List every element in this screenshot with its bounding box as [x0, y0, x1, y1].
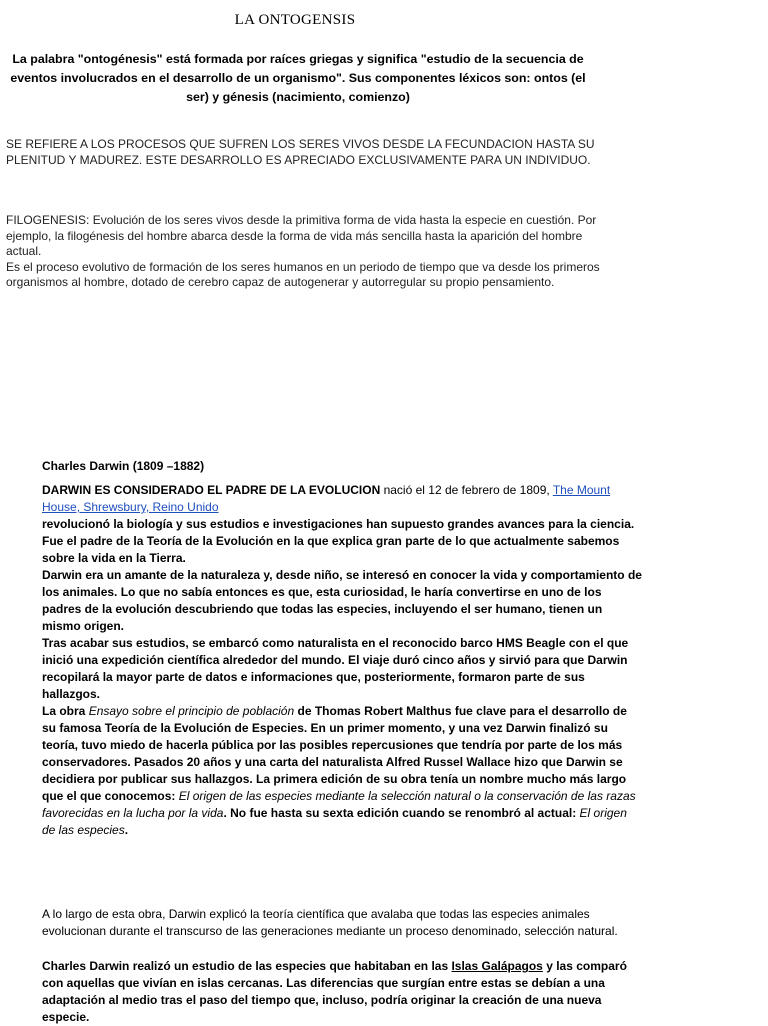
intro-paragraph: La palabra "ontogénesis" está formada por raíces griegas y significa "estudio de la secuencia de eventos involucrados en el desarrollo de un organismo". Sus componentes léxicos son: ontos (el ser) y génesis (nacimiento, comienzo) — [10, 52, 586, 104]
natural-selection-paragraph: A lo largo de esta obra, Darwin explicó la teoría científica que avalaba que todas las especies animales evolucionan durante el transcurso de las generaciones mediante un proceso denominado, selección natural. — [42, 907, 618, 938]
sixth-edition-text: . No fue hasta su sexta edición cuando se renombró al actual: — [223, 806, 580, 820]
document-title: LA ONTOGENSIS — [234, 12, 356, 28]
malthus-lead-text: La obra — [42, 704, 89, 718]
filogenesis-process: Es el proceso evolutivo de formación de los seres humanos en un periodo de tiempo que va desde los primeros organismos al hombre, dotado de cerebro capaz de autogenerar y autorregular su propio pensamiento. — [6, 259, 600, 289]
galapagos-paragraph — [42, 958, 642, 1026]
darwin-nature-paragraph: Darwin era un amante de la naturaleza y, desde niño, se interesó en conocer la vida y comportamiento de los animales. Lo que no sabía entonces es que, esta curiosidad, le haría convertirse en uno de los padres de la evolución descubriendo que todas las especies, incluyendo el ser humano, tienen un mismo origen. — [42, 568, 642, 633]
ontogenesis-definition: SE REFIERE A LOS PROCESOS QUE SUFREN LOS SERES VIVOS DESDE LA FECUNDACION HASTA SU PLENITUD Y MADUREZ. ESTE DESARROLLO ES APRECIADO EXCLUSIVAMENTE PARA UN INDIVIDUO. — [6, 137, 595, 167]
birthplace-link[interactable]: The Mount House, Shrewsbury, Reino Unido — [42, 483, 611, 514]
filogenesis-definition: FILOGENESIS: Evolución de los seres vivos desde la primitiva forma de vida hasta la especie en cuestión. Por ejemplo, la filogénesis del hombre abarca desde la forma de vida más sencilla hasta la aparición del hombre actual. — [6, 213, 597, 258]
filogenesis-section — [6, 213, 606, 291]
galapagos-lead-text: Charles Darwin realizó un estudio de las especies que habitaban en las — [42, 959, 452, 973]
galapagos-body-text: y las comparó con aquellas que vivían en islas cercanas. Las diferencias que surgían entre estas se debían a una adaptación al medio tras el paso del tiempo que, incluso, podría originar la creación de una nueva especie. — [42, 959, 627, 1024]
period: . — [124, 823, 129, 837]
malthus-book-title: Ensayo sobre el principio de población — [88, 704, 295, 718]
darwin-father-statement: DARWIN ES CONSIDERADO EL PADRE DE LA EVOLUCION — [42, 483, 381, 497]
darwin-birth-text: nació el 12 de febrero de 1809, — [380, 483, 553, 497]
darwin-malthus-paragraph — [42, 703, 642, 839]
darwin-heading: Charles Darwin (1809 –1882) — [42, 459, 205, 473]
darwin-biography — [42, 482, 642, 839]
darwin-intro-paragraph — [42, 482, 642, 567]
origin-short-title: El origen de las especies — [42, 806, 627, 837]
origin-full-title: El origen de las especies mediante la selección natural o la conservación de las razas favorecidas en la lucha por la vida — [42, 789, 636, 820]
galapagos-link[interactable]: Islas Galápagos — [451, 959, 543, 973]
darwin-revolution-text: revolucionó la biología y sus estudios e investigaciones han supuesto grandes avances para la ciencia. Fue el padre de la Teoría de la Evolución en la que explica gran parte de lo que actualmente sabemos sobre la vida en la Tierra. — [42, 517, 635, 565]
malthus-body-text: de Thomas Robert Malthus fue clave para el desarrollo de su famosa Teoría de la Evolución de Especies. En un primer momento, y una vez Darwin finalizó su teoría, tuvo miedo de hacerla pública por las posibles repercusiones que tendría por parte de los más conservadores. Pasados 20 años y una carta del naturalista Alfred Russel Wallace hizo que Darwin se decidiera por publicar sus hallazgos. La primera edición de su obra tenía un nombre mucho más largo que el que conocemos: — [42, 704, 627, 803]
darwin-beagle-paragraph: Tras acabar sus estudios, se embarcó como naturalista en el reconocido barco HMS Beagle con el que inició una expedición científica alrededor del mundo. El viaje duró cinco años y sirvió para que Darwin recopilará la mayor parte de datos e informaciones que, posteriormente, formaron parte de sus hallazgos. — [42, 636, 629, 701]
